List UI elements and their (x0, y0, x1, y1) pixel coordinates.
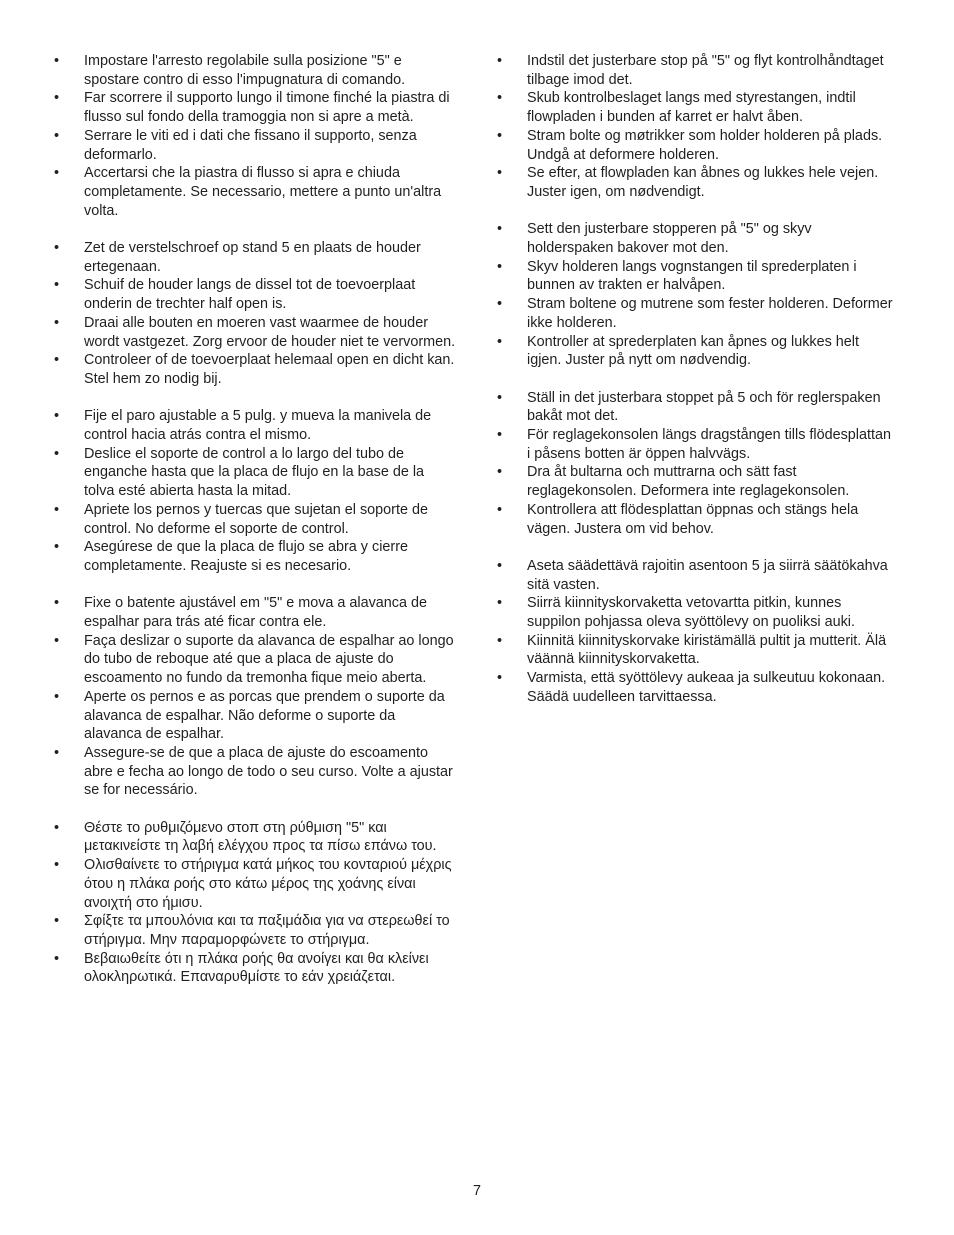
instruction-item (497, 557, 895, 594)
instruction-item (54, 351, 456, 388)
instruction-text: Serrare le viti ed i dati che fissano il supporto, senza deformarlo. (84, 127, 417, 163)
instruction-text: Fije el paro ajustable a 5 pulg. y mueva la manivela de control hacia atrás contra el mismo. (84, 408, 432, 444)
bullet-icon: • (54, 314, 60, 331)
instruction-text: Kontroller at sprederplaten kan åpnes og lukkes helt igjen. Juster på nytt om nødvendig. (527, 333, 859, 369)
bullet-icon: • (54, 127, 60, 144)
instruction-group-spanish (54, 407, 456, 575)
instruction-item (497, 333, 895, 370)
instruction-text: Skyv holderen langs vognstangen til sprederplaten i bunnen av trakten er halvåpen. (527, 258, 857, 294)
bullet-icon: • (497, 296, 503, 313)
bullet-icon: • (54, 857, 60, 874)
instruction-text: Kontrollera att flödesplattan öppnas och stängs hela vägen. Justera om vid behov. (527, 501, 859, 537)
instruction-text: Siirrä kiinnityskorvaketta vetovartta pitkin, kunnes suppilon pohjassa oleva syöttölevy on puoliksi auki. (527, 595, 855, 631)
instruction-text: Asegúrese de que la placa de flujo se abra y cierre completamente. Reajuste si es necesario. (84, 539, 408, 574)
instruction-item (54, 407, 456, 444)
bullet-icon: • (54, 744, 60, 761)
instruction-item (497, 594, 895, 631)
instruction-text: Schuif de houder langs de dissel tot de toevoerplaat onderin de trechter half open is. (84, 277, 416, 313)
instruction-text: Accertarsi che la piastra di flusso si apra e chiuda completamente. Se necessario, mettere a punto un'altra volta. (84, 165, 442, 219)
right-column (497, 52, 895, 707)
bullet-icon: • (497, 53, 503, 69)
instruction-text: Indstil det justerbare stop på "5" og flyt kontrolhåndtaget tilbage imod det. (527, 53, 884, 88)
bullet-icon: • (497, 90, 503, 107)
instruction-item (54, 688, 456, 744)
instruction-text: Assegure-se de que a placa de ajuste do escoamento abre e fecha ao longo de todo o seu curso. Volte a ajustar se for necessário. (84, 744, 453, 799)
instruction-text: Deslice el soporte de control a lo largo del tubo de enganche hasta que la placa de flujo en la base de la tolva esté abierta hasta la mitad. (84, 445, 425, 500)
instruction-text: Varmista, että syöttölevy aukeaa ja sulkeutuu kokonaan. Säädä uudelleen tarvittaessa. (527, 670, 886, 705)
bullet-icon: • (497, 333, 503, 350)
instruction-text: Controleer of de toevoerplaat helemaal open en dicht kan. Stel hem zo nodig bij. (84, 352, 455, 387)
instruction-item (54, 52, 456, 89)
bullet-icon: • (497, 670, 503, 687)
instruction-item (497, 220, 895, 257)
instruction-text: Se efter, at flowpladen kan åbnes og lukkes hele vejen. Juster igen, om nødvendigt. (527, 165, 879, 200)
bullet-icon: • (497, 632, 503, 649)
instruction-item (54, 89, 456, 126)
bullet-icon: • (54, 595, 60, 612)
bullet-icon: • (54, 53, 60, 69)
instruction-text: Zet de verstelschroef op stand 5 en plaats de houder ertegenaan. (84, 240, 421, 275)
bullet-icon: • (54, 352, 60, 369)
instruction-item (497, 295, 895, 332)
instruction-text: Skub kontrolbeslaget langs med styrestangen, indtil flowpladen i bunden af karret er halvt åben. (527, 90, 856, 126)
bullet-icon: • (497, 165, 503, 182)
instruction-item (497, 463, 895, 500)
instruction-text: Sett den justerbare stopperen på "5" og skyv holderspaken bakover mot den. (527, 221, 812, 257)
instruction-text: Dra åt bultarna och muttrarna och sätt fast reglagekonsolen. Deformera inte reglagekonsolen. (527, 464, 850, 500)
instruction-text: Aperte os pernos e as porcas que prendem o suporte da alavanca de espalhar. Não deforme o suporte da alavanca de espalhar. (84, 688, 445, 743)
bullet-icon: • (54, 539, 60, 556)
instruction-text: Kiinnitä kiinnityskorvake kiristämällä pultit ja mutterit. Älä väännä kiinnityskorvaketta. (527, 632, 887, 668)
bullet-icon: • (54, 408, 60, 425)
instruction-item (54, 819, 456, 856)
bullet-icon: • (54, 950, 60, 967)
instruction-group-swedish (497, 389, 895, 539)
instruction-text: Draai alle bouten en moeren vast waarmee de houder wordt vastgezet. Zorg ervoor de houder niet te vervormen. (84, 314, 456, 350)
instruction-text: Fixe o batente ajustável em "5" e mova a alavanca de espalhar para trás até ficar contra ele. (84, 595, 428, 631)
instruction-item (497, 127, 895, 164)
instruction-item (54, 445, 456, 501)
instruction-text: Apriete los pernos y tuercas que sujetan el soporte de control. No deforme el soporte de control. (84, 501, 428, 537)
instruction-item (54, 314, 456, 351)
instruction-item (54, 501, 456, 538)
instruction-text: Faça deslizar o suporte da alavanca de espalhar ao longo do tubo de reboque até que a placa de ajuste do escoamento no fundo da tremonha fique meio aberta. (84, 632, 454, 687)
instruction-item (497, 89, 895, 126)
bullet-icon: • (54, 913, 60, 930)
bullet-icon: • (497, 258, 503, 275)
instruction-item (497, 669, 895, 706)
instruction-text: För reglagekonsolen längs dragstången tills flödesplattan i påsens botten är öppen halvvägs. (527, 427, 891, 462)
bullet-icon: • (497, 557, 503, 574)
instruction-item (54, 127, 456, 164)
bullet-icon: • (54, 165, 60, 182)
instruction-item (54, 744, 456, 800)
bullet-icon: • (497, 127, 503, 144)
instruction-item (497, 389, 895, 426)
instruction-group-dutch (54, 239, 456, 389)
instruction-text: Aseta säädettävä rajoitin asentoon 5 ja siirrä säätökahva sitä vasten. (527, 557, 888, 593)
instruction-text: Θέστε το ρυθμιζόμενο στοπ στη ρύθμιση "5" και μετακινείστε τη λαβή ελέγχου προς τα πίσω επάνω του. (84, 819, 437, 855)
instruction-text: Βεβαιωθείτε ότι η πλάκα ροής θα ανοίγει και θα κλείνει ολοκληρωτικά. Επαναρυθμίστε το εάν χρειάζεται. (84, 950, 429, 986)
bullet-icon: • (54, 277, 60, 294)
instruction-item (54, 912, 456, 949)
bullet-icon: • (54, 632, 60, 649)
instruction-item (54, 594, 456, 631)
instruction-text: Stram boltene og mutrene som fester holderen. Deformer ikke holderen. (527, 296, 893, 331)
instruction-group-greek (54, 819, 456, 987)
instruction-text: Σφίξτε τα μπουλόνια και τα παξιμάδια για να στερεωθεί το στήριγμα. Μην παραμορφώνετε το στήριγμα. (84, 913, 450, 948)
instruction-item (497, 632, 895, 669)
instruction-item (54, 632, 456, 688)
instruction-group-danish (497, 52, 895, 202)
instruction-group-italian (54, 52, 456, 220)
bullet-icon: • (497, 427, 503, 444)
bullet-icon: • (497, 595, 503, 612)
instruction-text: Impostare l'arresto regolabile sulla posizione "5" e spostare contro di esso l'impugnatura di comando. (84, 53, 406, 88)
instruction-item (497, 501, 895, 538)
bullet-icon: • (54, 240, 60, 257)
bullet-icon: • (54, 90, 60, 107)
bullet-icon: • (54, 501, 60, 518)
left-column (54, 52, 456, 987)
instruction-text: Ολισθαίνετε το στήριγμα κατά μήκος του κονταριού μέχρις ότου η πλάκα ροής στο κάτω μέρος της χοάνης είναι ανοιχτή στο ήμισυ. (84, 857, 452, 911)
instruction-item (54, 164, 456, 220)
instruction-group-portuguese (54, 594, 456, 800)
bullet-icon: • (54, 819, 60, 836)
instruction-group-norwegian (497, 220, 895, 370)
instruction-item (497, 164, 895, 201)
instruction-item (54, 276, 456, 313)
instruction-text: Ställ in det justerbara stoppet på 5 och för reglerspaken bakåt mot det. (527, 389, 881, 425)
bullet-icon: • (497, 221, 503, 238)
instruction-item (54, 538, 456, 575)
bullet-icon: • (497, 501, 503, 518)
instruction-item (497, 426, 895, 463)
page-number: 7 (472, 1183, 481, 1199)
bullet-icon: • (497, 389, 503, 406)
bullet-icon: • (54, 445, 60, 462)
instruction-item (497, 52, 895, 89)
instruction-item (54, 239, 456, 276)
instruction-item (497, 258, 895, 295)
instruction-text: Far scorrere il supporto lungo il timone finché la piastra di flusso sul fondo della tramoggia non si apre a metà. (84, 90, 450, 126)
instruction-text: Stram bolte og møtrikker som holder holderen på plads. Undgå at deformere holderen. (527, 127, 883, 163)
instruction-item (54, 950, 456, 987)
instruction-item (54, 856, 456, 912)
bullet-icon: • (54, 688, 60, 705)
bullet-icon: • (497, 464, 503, 481)
instruction-group-finnish (497, 557, 895, 707)
